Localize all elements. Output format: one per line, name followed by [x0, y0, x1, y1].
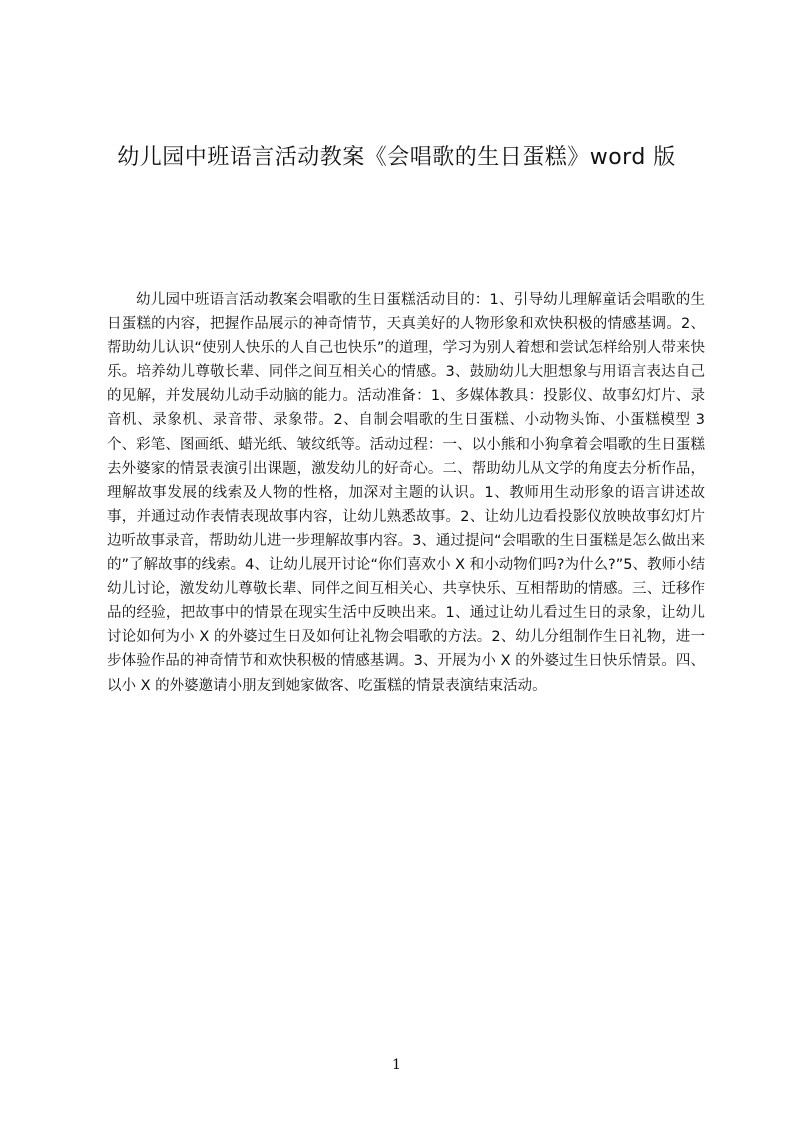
document-title: 幼儿园中班语言活动教案《会唱歌的生日蛋糕》word 版	[117, 145, 676, 170]
body-paragraph: 幼儿园中班语言活动教案会唱歌的生日蛋糕活动目的：1、引导幼儿理解童话会唱歌的生日蛋糕的内容，把握作品展示的神奇情节，天真美好的人物形象和欢快积极的情感基调。2、帮助幼儿认识“使别人快乐的人自己也快乐”的道理，学习为别人着想和尝试怎样给别人带来快乐。培养幼儿尊敬长辈、同伴之间互相关心的情感。3、鼓励幼儿大胆想象与用语言表达自己的见解，并发展幼儿动手动脑的能力。活动准备：1、多媒体教具：投影仪、故事幻灯片、录音机、录象机、录音带、录象带。2、自制会唱歌的生日蛋糕、小动物头饰、小蛋糕模型 3 个、彩笔、图画纸、蜡光纸、皱纹纸等。活动过程：一、以小熊和小狗拿着会唱歌的生日蛋糕去外婆家的情景表演引出课题，激发幼儿的好奇心。二、帮助幼儿从文学的角度去分析作品，理解故事发展的线索及人物的性格，加深对主题的认识。1、教师用生动形象的语言讲述故事，并通过动作表情表现故事内容，让幼儿熟悉故事。2、让幼儿边看投影仪放映故事幻灯片边听故事录音，帮助幼儿进一步理解故事内容。3、通过提问“会唱歌的生日蛋糕是怎么做出来的”了解故事的线索。4、让幼儿展开讨论“你们喜欢小 X 和小动物们吗?为什么?”5、教师小结幼儿讨论，激发幼儿尊敬长辈、同伴之间互相关心、共享快乐、互相帮助的情感。三、迁移作品的经验，把故事中的情景在现实生活中反映出来。1、通过让幼儿看过生日的录象，让幼儿讨论如何为小 X 的外婆过生日及如何让礼物会唱歌的方法。2、幼儿分组制作生日礼物，进一步体验作品的神奇情节和欢快积极的情感基调。3、开展为小 X 的外婆过生日快乐情景。四、以小 X 的外婆邀请小朋友到她家做客、吃蛋糕的情景表演结束活动。	[107, 292, 705, 694]
page-number: 1	[392, 1057, 401, 1073]
